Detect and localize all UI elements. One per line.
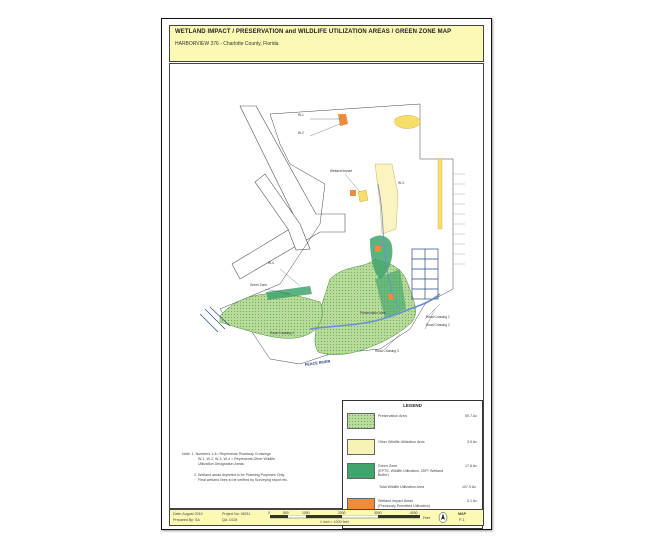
legend-title: LEGEND [403, 403, 422, 408]
residential-lots-east [412, 249, 438, 299]
legend-subtotal-value: 107.9 Ac [462, 485, 476, 489]
map-frame [169, 63, 484, 509]
map-label-preservation: Preservation Area [360, 311, 386, 315]
lot-lines-gray [453, 174, 465, 264]
map-label-impact: Wetland Impact [330, 169, 353, 173]
map-label-green: Green Zone [250, 283, 268, 287]
wildlife-area-2 [358, 190, 368, 202]
scale-tick-2000: 2000 [338, 511, 346, 515]
map-label-crossing-1: Road Crossing 1 [426, 315, 450, 319]
legend-swatch-green-zone [347, 463, 375, 479]
wetland-impact-2 [350, 190, 356, 196]
river-label: PEACE RIVER [304, 359, 331, 367]
legend-item-preservation [347, 413, 479, 433]
legend-value-green-zone: 17.8 Ac [465, 464, 477, 468]
footer-project: Project No: 06211 [222, 512, 251, 516]
wetland-impact-3 [375, 246, 381, 252]
map-subtitle: HARBORVIEW 376 - Charlotte County, Florida [175, 41, 279, 47]
legend-value-other-wildlife: 3.9 Ac [467, 440, 477, 444]
scale-tick-3000: 3000 [374, 511, 382, 515]
map-label-w1: W-1 [298, 113, 304, 117]
highway-road [232, 106, 345, 279]
legend-impact-title: Wetland Impact Areas [378, 499, 414, 503]
scale-units: Feet [423, 516, 430, 520]
legend-green-zone-title: Green Zone [378, 464, 398, 468]
legend-item-other-wildlife [347, 439, 479, 459]
scale-text: 1 inch = 1000 feet [320, 520, 349, 524]
north-arrow-icon [438, 512, 448, 523]
map-label-w3: W-3 [398, 181, 404, 185]
map-label-w2: W-2 [298, 131, 304, 135]
wildlife-area-1 [395, 115, 421, 128]
wildlife-area-3 [375, 164, 398, 234]
legend-label-green-zone [378, 464, 452, 478]
map-number: P-1 [459, 518, 465, 522]
legend-label-wetland-impact [378, 499, 452, 508]
map-label-crossing-4: Road Crossing 4 [270, 331, 294, 335]
legend-item-green-zone [347, 463, 479, 483]
legend-label-other-wildlife: Other Wildlife Utilization Area [378, 440, 425, 444]
footer-block [169, 509, 484, 526]
map-label-crossing-2: Road Crossing 2 [426, 323, 450, 327]
legend-subtotal-label: Total Wildlife Utilization Area [379, 485, 425, 489]
legend-swatch-preservation [347, 413, 375, 429]
scale-tick-4000: 4000 [410, 511, 418, 515]
map-sheet [161, 18, 492, 530]
footer-checked: QA: DCM [222, 518, 238, 522]
map-label-w4: W-4 [268, 261, 274, 265]
wildlife-strip-east [438, 159, 442, 229]
note-line-2: W-1, W-2, W-3, W-4 = Represents Other Wildlife [198, 457, 276, 461]
legend-impact-sub: (Previously Permitted Utilization) [378, 503, 430, 508]
note-line-4: 2. Wetland areas depicted to be Planning Purposes Only. [194, 473, 285, 477]
note-line-3: Utilization Designation Areas [198, 462, 244, 466]
map-label-crossing-3: Road Crossing 3 [375, 349, 399, 353]
map-label: MAP [458, 512, 466, 516]
title-block [169, 25, 484, 62]
scale-tick-500: 500 [283, 511, 289, 515]
legend-green-zone-sub: (EPTS, Wildlife Utilization, 25FT Wetland Buffer) [378, 468, 444, 478]
footer-prepared: Prepared By: SA [173, 518, 200, 522]
legend-value-preservation: 59.7 Ac [465, 414, 477, 418]
legend-swatch-other-wildlife [347, 439, 375, 455]
legend-value-wetland-impact: 3.1 Ac [467, 499, 477, 503]
note-line-5: Final wetland lines to be verified by Surveying report etc. [198, 478, 289, 482]
map-title: WETLAND IMPACT / PRESERVATION and WILDLIFE UTILIZATION AREAS / GREEN ZONE MAP [175, 29, 452, 35]
footer-date: Date: August 2010 [173, 512, 203, 516]
legend-label-preservation: Preservation Area [378, 414, 407, 418]
scale-tick-0: 0 [268, 511, 270, 515]
scale-tick-1000: 1000 [302, 511, 310, 515]
note-line-1: Note: 1. Numbers 1-4= Represents Roadway Crossings [182, 452, 271, 456]
